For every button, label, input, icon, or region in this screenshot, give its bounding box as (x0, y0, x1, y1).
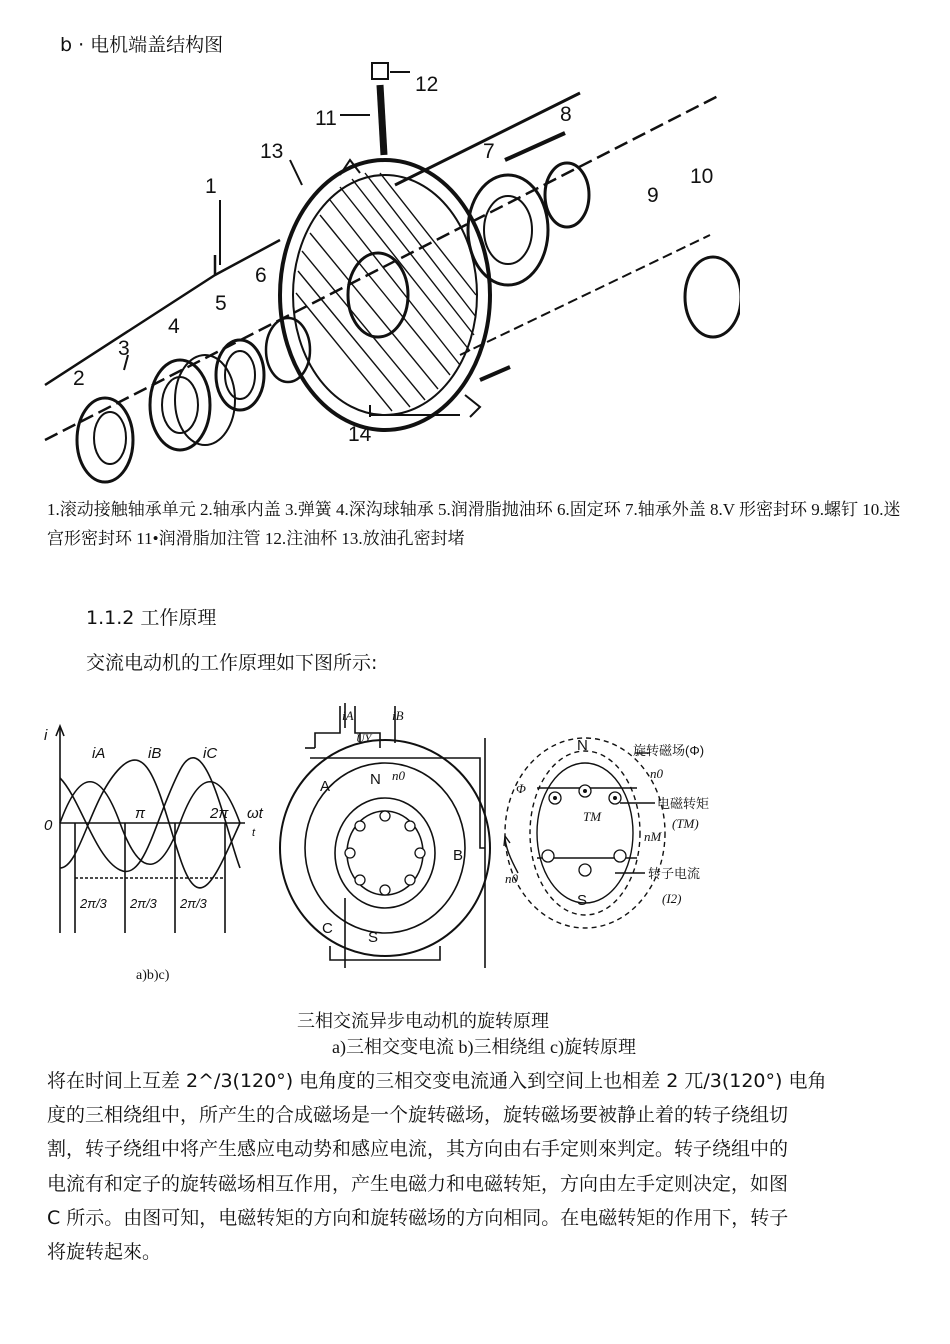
rotation-pole-n: N (577, 737, 588, 754)
wave-x-axis-label: ωt (247, 805, 263, 822)
figure1-title: b · 电机端盖结构图 (60, 34, 224, 56)
interval-2-label: 2π/3 (130, 896, 157, 911)
figure1-legend: 1.滚动接触轴承单元 2.轴承内盖 3.弹簧 4.深沟球轴承 5.润滑脂抛油环 6.固定环 7.轴承外盖 8.V 形密封环 9.螺钉 10.迷宫形密封环 11•润滑脂加注管 12.注油杯 13.放油孔密封堵 (47, 500, 901, 548)
end-cover-exploded-drawing (40, 55, 740, 485)
rotor-speed-label: nM (644, 829, 662, 844)
callout-6: 6 (255, 264, 267, 287)
rotation-speed-label: n0 (650, 766, 663, 781)
callout-3: 3 (118, 337, 130, 360)
figure2-sublabels: a)b)c) (136, 968, 170, 983)
rotor-current-label: 转子电流 (648, 866, 701, 881)
callout-5: 5 (215, 292, 227, 315)
wave-y-axis-label: i (44, 727, 48, 744)
current-ia-label: iA (342, 708, 354, 723)
wave-origin-label: 0 (44, 817, 53, 834)
section-intro: 交流电动机的工作原理如下图所示: (86, 652, 378, 674)
callout-8: 8 (560, 103, 572, 126)
callout-1: 1 (205, 175, 217, 198)
body-line-5: C 所示。由图可知，电磁转矩的方向和旋转磁场的方向相同。在电磁转矩的作用下，转子 (47, 1206, 789, 1229)
winding-a-label: A (320, 778, 331, 795)
callout-7: 7 (483, 140, 495, 163)
callout-13: 13 (260, 140, 284, 163)
callout-11: 11 (315, 107, 337, 130)
winding-b-label: B (453, 847, 464, 864)
curve-ia-label: iA (92, 745, 106, 762)
callout-12: 12 (415, 73, 439, 96)
em-torque-symbol: (TM) (672, 816, 699, 831)
interval-3-label: 2π/3 (180, 896, 207, 911)
curve-ic-label: iC (203, 745, 218, 762)
rotation-pole-s: S (577, 892, 588, 909)
callout-10: 10 (690, 165, 714, 188)
body-line-3: 割，转子绕组中将产生感应电动势和感应电流，其方向由右手定则來判定。转子绕组中的 (47, 1138, 789, 1161)
rotation-principle-figure (40, 698, 760, 968)
callout-14: 14 (348, 423, 372, 446)
callout-4: 4 (168, 315, 180, 338)
callout-9: 9 (647, 184, 659, 207)
rotation-speed-left-label: n0 (505, 871, 518, 886)
curve-ib-label: iB (148, 745, 162, 762)
figure2-subtitle: a)三相交变电流 b)三相绕组 c)旋转原理 (332, 1037, 636, 1057)
current-ib-label: iB (392, 708, 404, 723)
stator-pole-s: S (368, 929, 379, 946)
body-line-6: 将旋转起來。 (47, 1241, 162, 1264)
torque-symbol: TM (583, 809, 602, 824)
voltage-label: UY (356, 731, 372, 745)
three-phase-winding-panel (280, 703, 490, 968)
body-line-2: 度的三相绕组中，所产生的合成磁场是一个旋转磁场，旋转磁场要被静止着的转子绕组切 (47, 1104, 789, 1127)
figure2-title: 三相交流异步电动机的旋转原理 (297, 1011, 549, 1031)
stator-pole-n: N (370, 771, 381, 788)
em-torque-label: 电磁转矩 (657, 796, 710, 811)
three-phase-wave-panel (44, 726, 264, 933)
section-heading: 1.1.2 工作原理 (86, 607, 217, 629)
winding-c-label: C (322, 920, 333, 937)
callout-2: 2 (73, 367, 85, 390)
pi-label: π (135, 805, 146, 822)
rotating-field-label: 旋转磁场(Φ) (633, 743, 705, 758)
flux-label: Φ (516, 781, 526, 796)
stator-speed-label: n0 (392, 768, 405, 783)
body-line-1: 将在时间上互差 2^/3(120°) 电角度的三相交变电流通入到空间上也相差 2 兀/3(120°) 电角 (47, 1070, 827, 1092)
body-paragraph (47, 1064, 847, 1269)
wave-x-sub-label: t (252, 827, 256, 839)
interval-1-label: 2π/3 (80, 896, 107, 911)
body-line-4: 电流有和定子的旋转磁场相互作用，产生电磁力和电磁转矩，方向由左手定则决定，如图 (47, 1172, 789, 1195)
rotation-principle-panel (504, 737, 709, 928)
rotor-current-symbol: (I2) (662, 891, 682, 906)
two-pi-label: 2π (210, 805, 229, 822)
